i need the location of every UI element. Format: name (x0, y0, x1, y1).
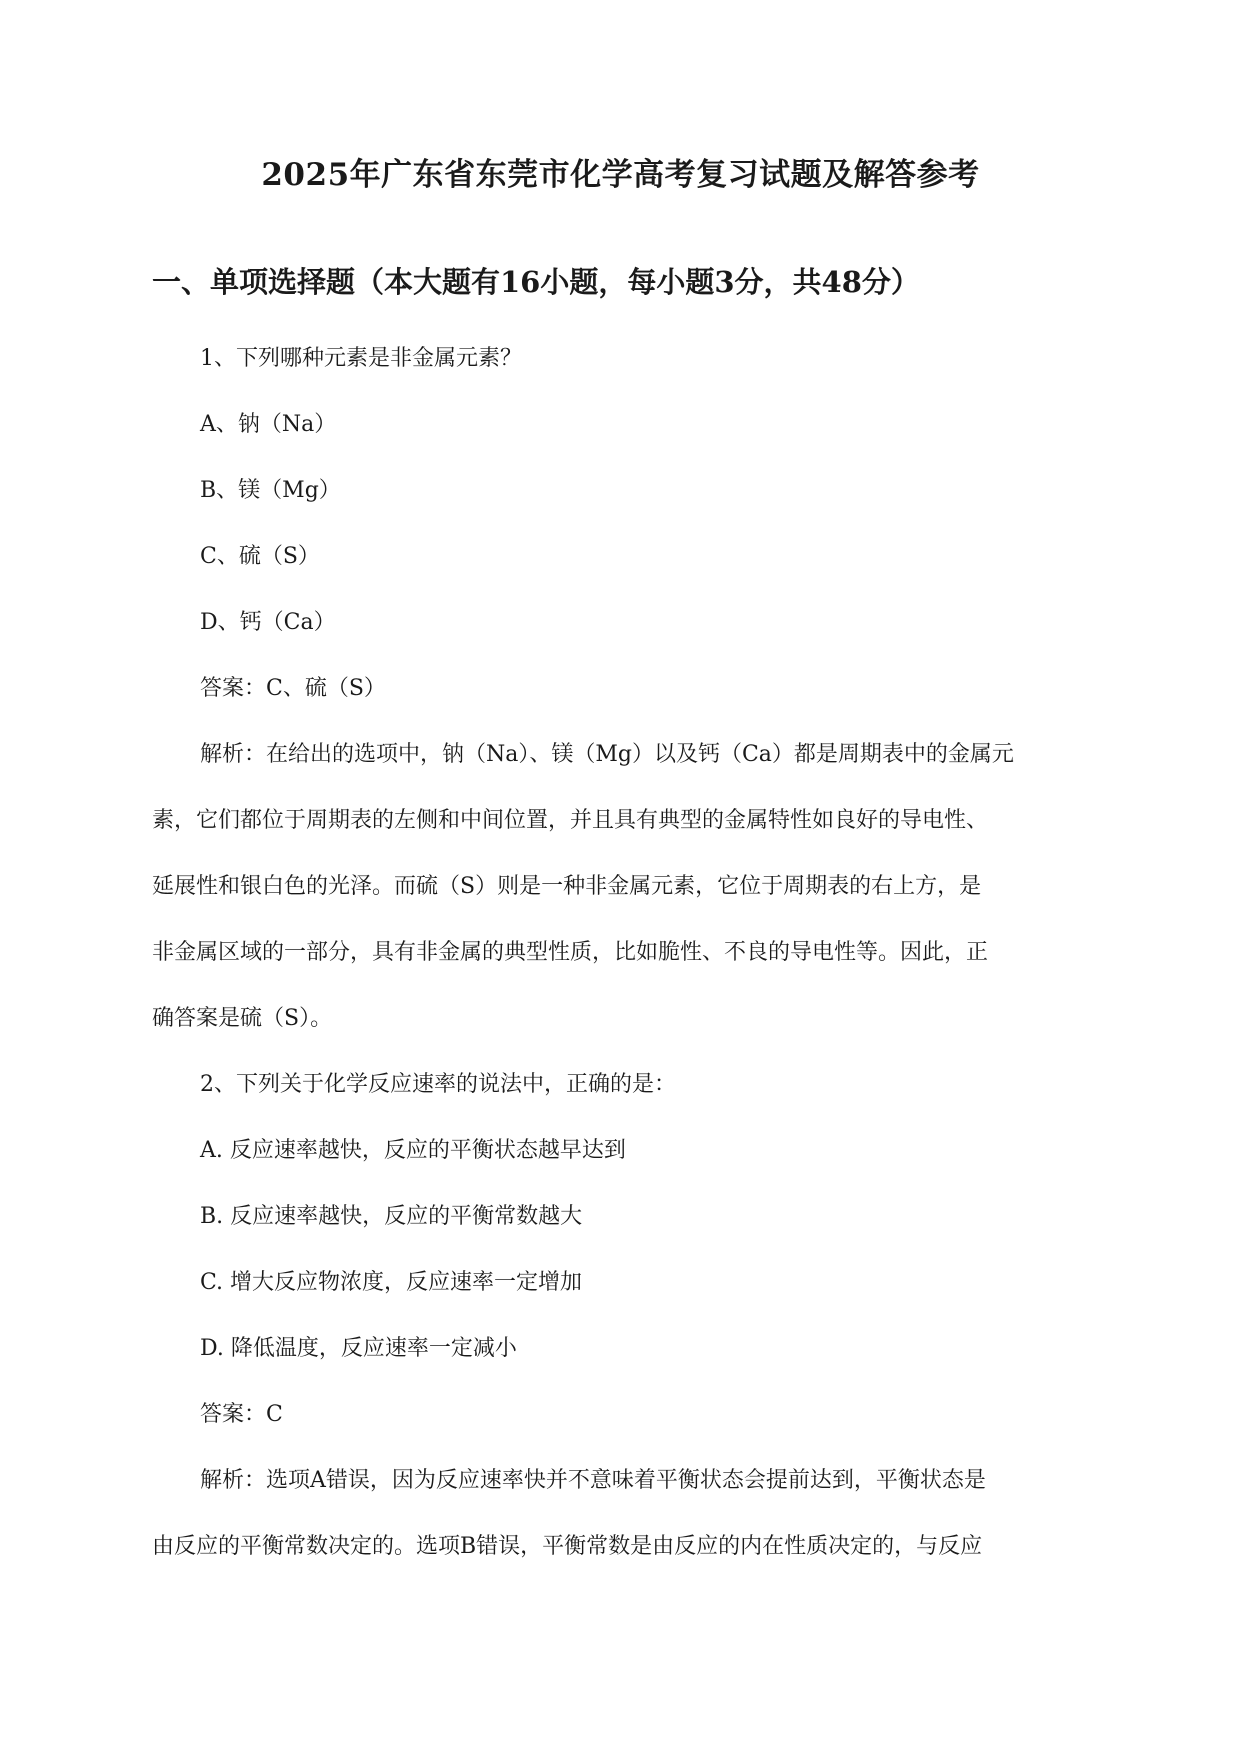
question-2-option-b: B. 反应速率越快，反应的平衡常数越大 (200, 1204, 583, 1229)
document-title: 2025年广东省东莞市化学高考复习试题及解答参考 (261, 157, 980, 193)
question-1-explanation-line: 延展性和银白色的光泽。而硫（S）则是一种非金属元素，它位于周期表的右上方，是 (152, 874, 982, 899)
question-2-explanation-line: 解析：选项A错误，因为反应速率快并不意味着平衡状态会提前达到，平衡状态是 (200, 1468, 986, 1493)
question-1-stem: 1、下列哪种元素是非金属元素？ (200, 346, 522, 371)
question-2-explanation-line: 由反应的平衡常数决定的。选项B错误，平衡常数是由反应的内在性质决定的，与反应 (152, 1534, 983, 1559)
question-1-explanation-line: 素，它们都位于周期表的左侧和中间位置，并且具有典型的金属特性如良好的导电性、 (152, 808, 989, 833)
question-2-option-d: D. 降低温度，反应速率一定减小 (200, 1336, 517, 1361)
question-1-option-d: D、钙（Ca） (200, 610, 336, 635)
question-2-option-a: A. 反应速率越快，反应的平衡状态越早达到 (200, 1138, 626, 1163)
question-2-answer: 答案：C (200, 1402, 283, 1427)
section-heading: 一、单项选择题（本大题有16小题，每小题3分，共48分） (152, 265, 920, 299)
question-1-option-a: A、钠（Na） (200, 412, 337, 437)
question-1-explanation-line: 解析：在给出的选项中，钠（Na）、镁（Mg）以及钙（Ca）都是周期表中的金属元 (200, 742, 1014, 767)
question-2-stem: 2、下列关于化学反应速率的说法中，正确的是： (200, 1072, 676, 1097)
question-2-option-c: C. 增大反应物浓度，反应速率一定增加 (200, 1270, 583, 1295)
question-1-explanation-line: 确答案是硫（S）。 (152, 1006, 333, 1031)
question-1-answer: 答案：C、硫（S） (200, 676, 386, 701)
question-1-option-c: C、硫（S） (200, 544, 320, 569)
question-1-explanation-line: 非金属区域的一部分，具有非金属的典型性质，比如脆性、不良的导电性等。因此，正 (152, 940, 989, 965)
question-1-option-b: B、镁（Mg） (200, 478, 341, 503)
